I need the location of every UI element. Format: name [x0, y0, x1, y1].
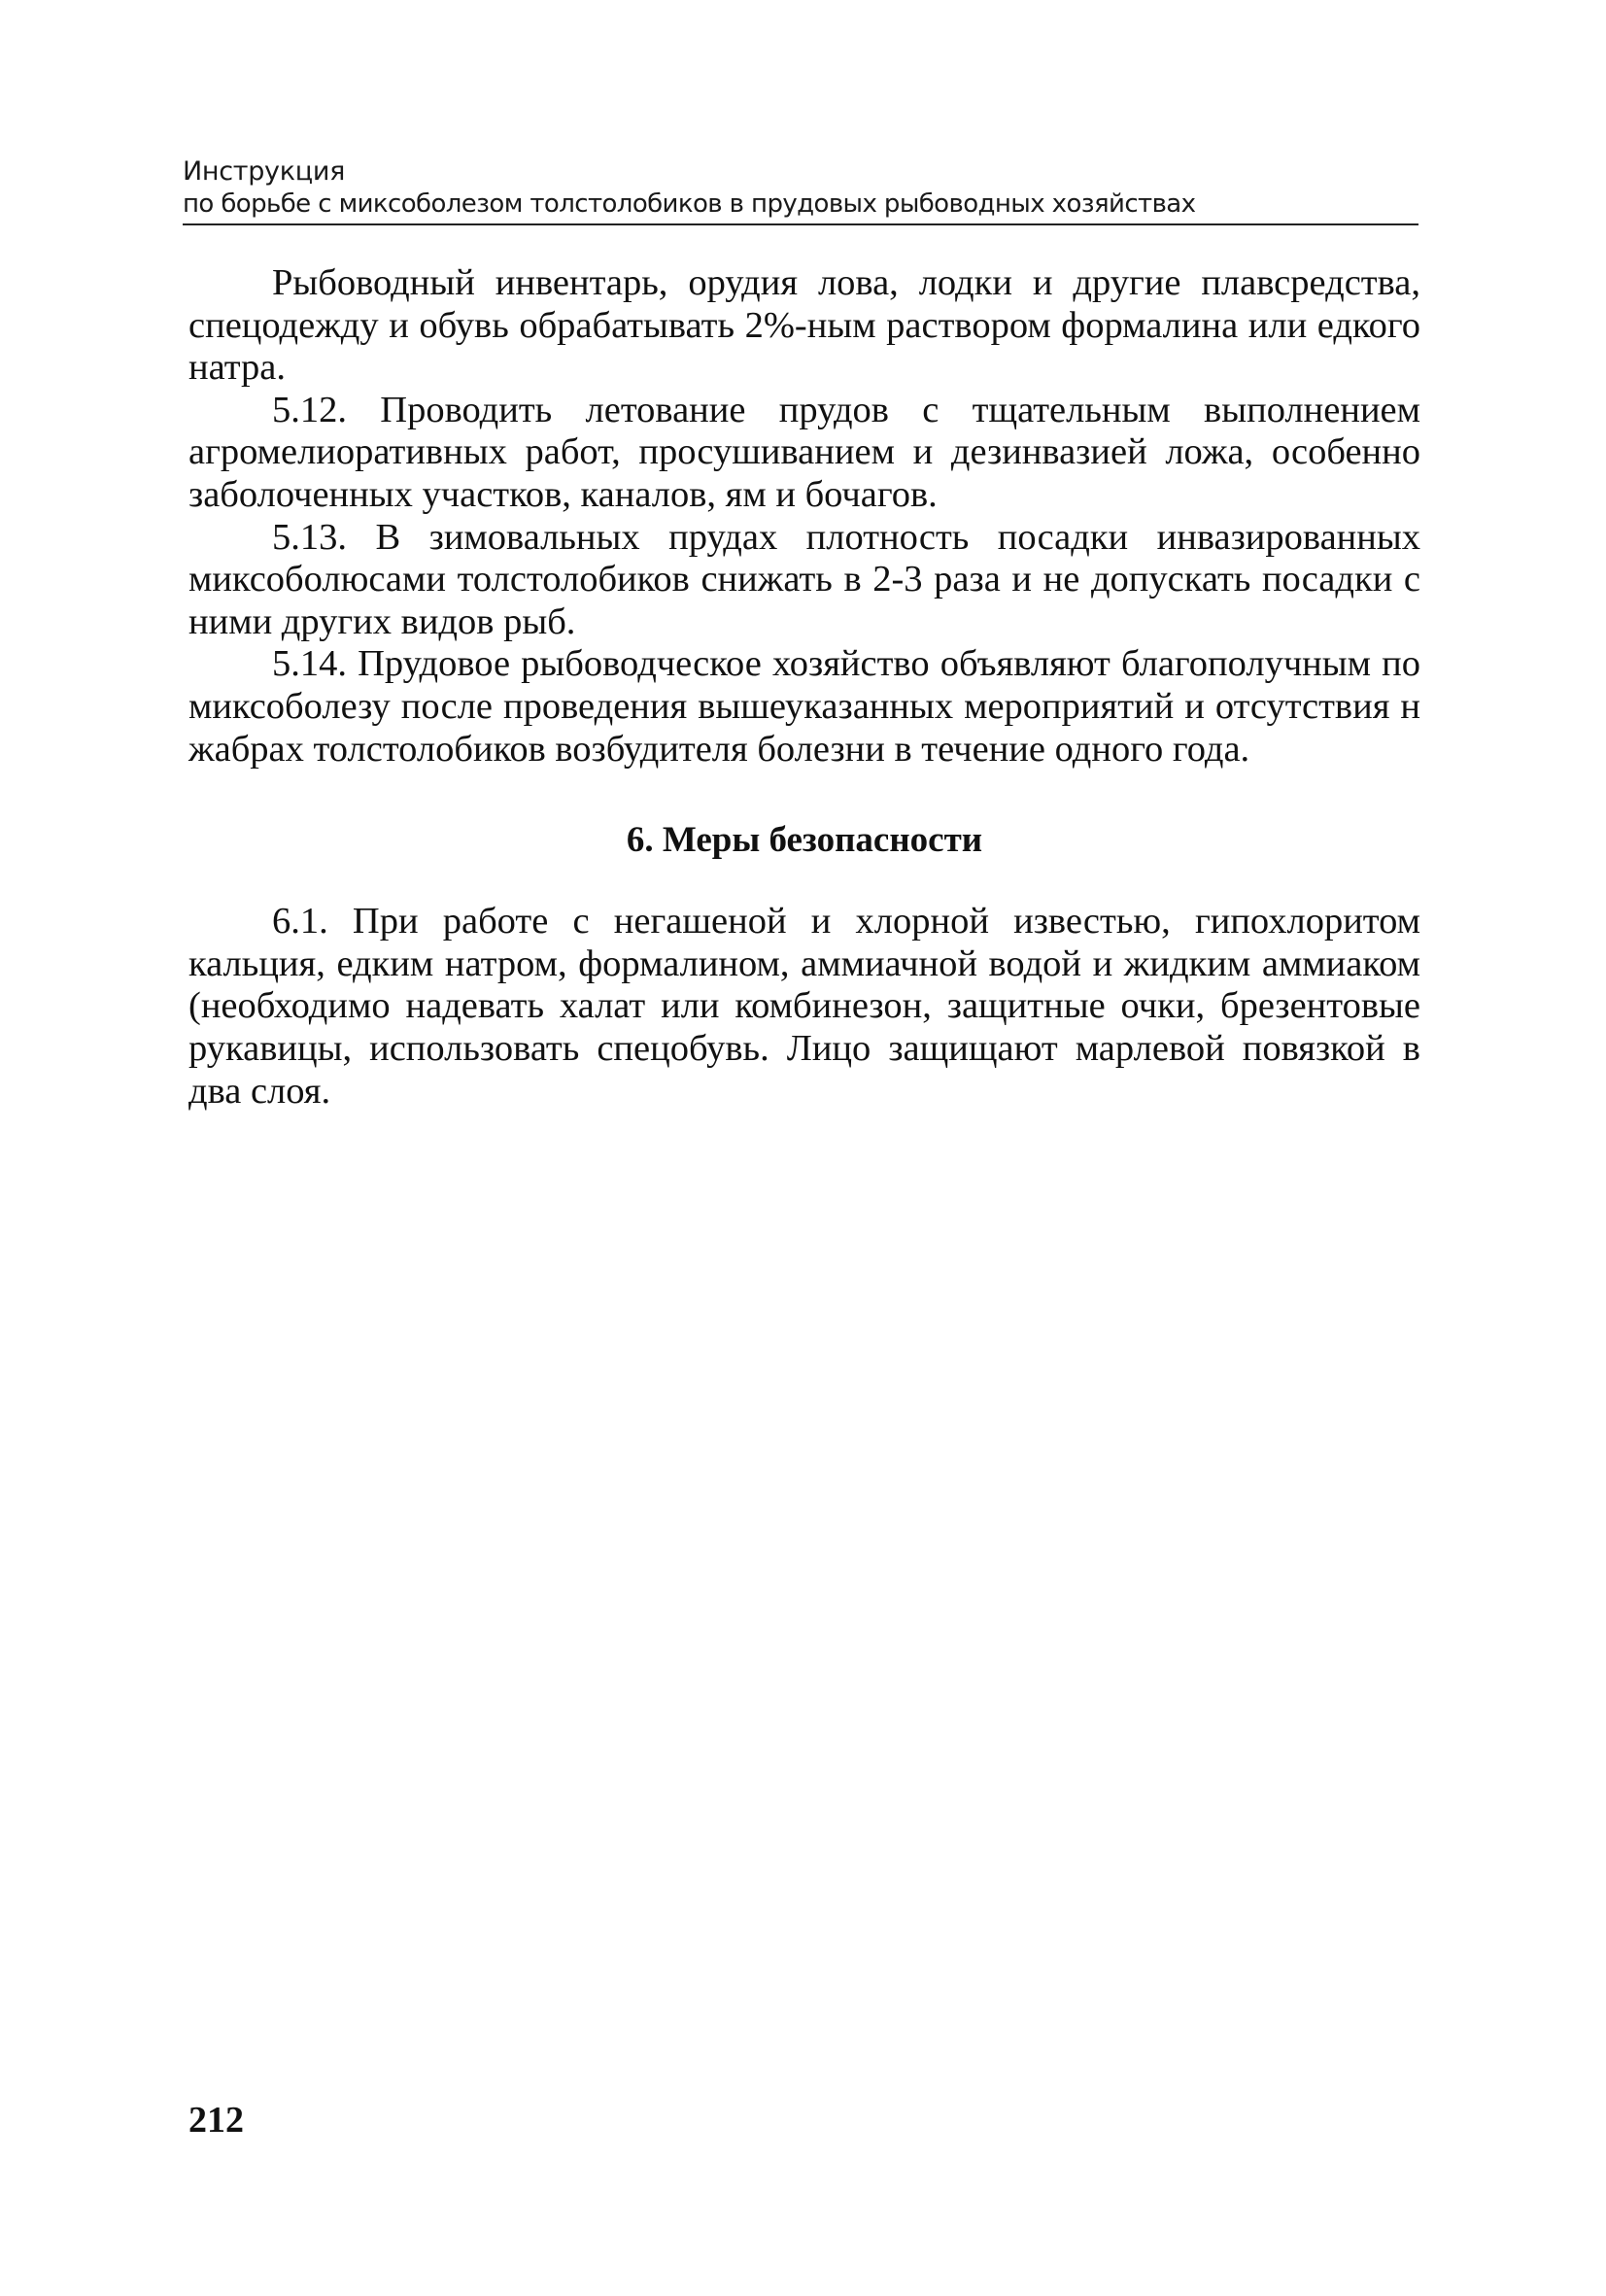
running-header: [183, 155, 1418, 220]
header-subtitle: по борьбе с миксоболезом толстолобиков в прудовых рыбоводных хозяйствах: [183, 189, 1196, 219]
paragraph-5-14: 5.14. Прудовое рыбоводческое хозяйство объявляют благополучным по миксоболезу после проведения вышеуказанных мероприятий и отсутствия н жабрах толстолобиков возбудителя болезни в течение одного года.: [188, 643, 1420, 770]
section-heading: 6. Меры безопасности: [626, 820, 983, 861]
paragraph-5-13: 5.13. В зимовальных прудах плотность посадки инвазированных миксоболюсами толстолобиков снижать в 2-3 раза и не допускать посадки с ними других видов рыб.: [188, 516, 1420, 642]
page-body: [188, 262, 1420, 1113]
paragraph-6-1: 6.1. При работе с негашеной и хлорной известью, гипохлоритом кальция, едким натром, формалином, аммиачной водой и жидким аммиаком (необходимо надевать халат или комбинезон, защитные очки, брезентовые рукавицы, использовать спецобувь. Лицо защищают марлевой повязкой в два слоя.: [188, 901, 1420, 1112]
paragraph-inventory-treatment: Рыбоводный инвентарь, орудия лова, лодки и другие плавсредства, спецодежду и обувь обрабатывать 2%-ным раствором формалина или едкого натра.: [188, 262, 1420, 389]
header-divider: [183, 223, 1418, 225]
header-title: Инструкция: [183, 156, 346, 187]
paragraph-5-12: 5.12. Проводить летование прудов с тщательным выполнением агромелиоративных работ, просушиванием и дезинвазией ложа, особенно заболоченных участков, каналов, ям и бочагов.: [188, 389, 1420, 515]
page-number: 212: [188, 2100, 244, 2141]
